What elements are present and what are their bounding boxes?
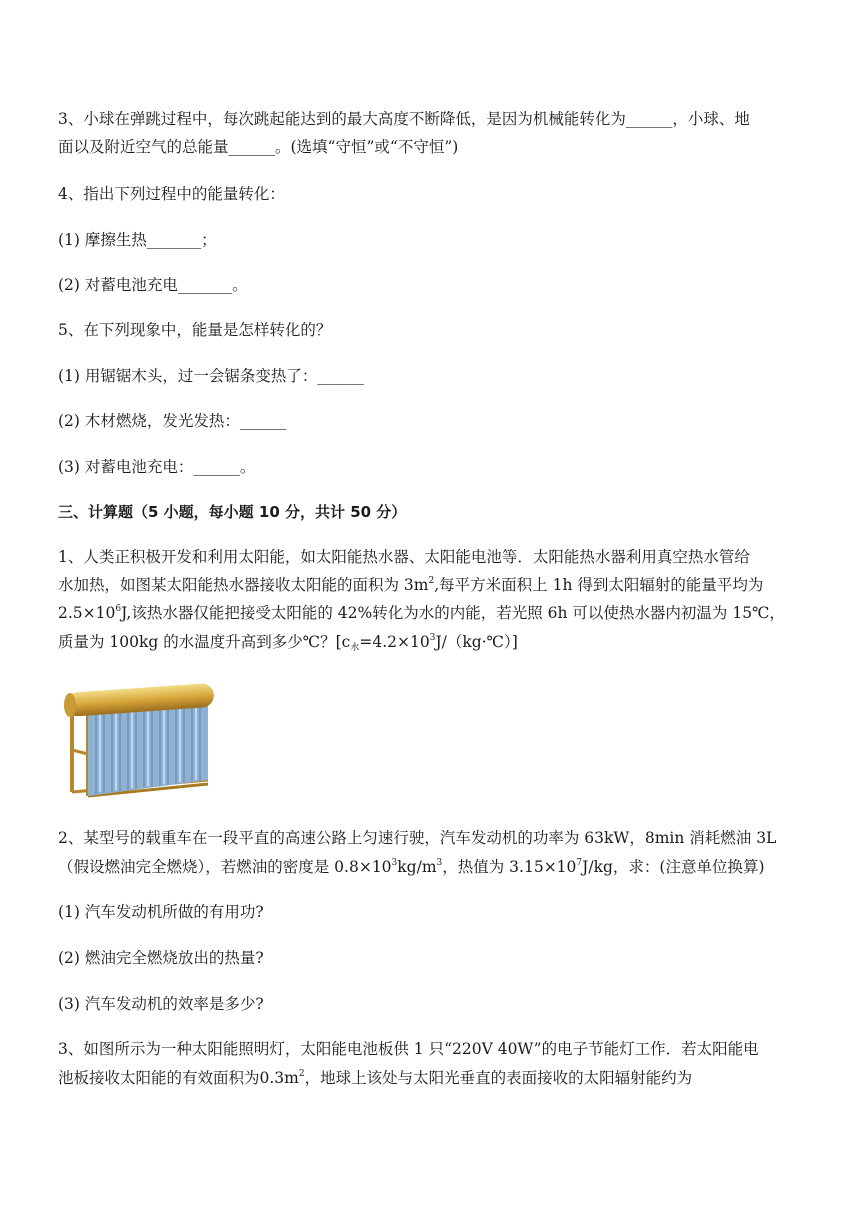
solar-water-heater-image [58,680,218,800]
section-heading: 三、计算题（5 小题，每小题 10 分，共计 50 分） [58,503,407,521]
calc1-line2: 水加热，如图某太阳能热水器接收太阳能的面积为 $3m^2$,每平方米面积上 1h 得到太阳辐射的能量平均为 [58,576,764,594]
calc3-line2: 池板接收太阳能的有效面积为$0.3m^2$，地球上该处与太阳光垂直的表面接收的太阳辐射能约为 [58,1069,693,1087]
calc2-item-2: (2) 燃油完全燃烧放出的热量? [58,949,264,967]
q5-item-3: (3) 对蓄电池充电：______。 [58,458,256,476]
q5-stem: 5、在下列现象中，能量是怎样转化的？ [58,321,332,339]
q5-item-1: (1) 用锯锯木头，过一会锯条变热了：______ [58,367,364,385]
q4-stem: 4、指出下列过程中的能量转化： [58,185,285,203]
q5-item-2: (2) 木材燃烧，发光发热：______ [58,412,287,430]
calc3-line1: 3、如图所示为一种太阳能照明灯，太阳能电池板供 1 只“220V 40W”的电子节能灯工作．若太阳能电 [58,1040,759,1058]
calc2-item-1: (1) 汽车发动机所做的有用功? [58,903,264,921]
calc2-item-3: (3) 汽车发动机的效率是多少? [58,995,264,1013]
q3-line2: 面以及附近空气的总能量______。(选填“守恒”或“不守恒”) [58,138,459,156]
calc2-line2: （假设燃油完全燃烧），若燃油的密度是 $0.8\times 10^3kg/m^3$，热值为 $3.15\times 10^7J/kg$，求：(注意单位换算) [58,858,765,876]
q3-line1: 3、小球在弹跳过程中，每次跳起能达到的最大高度不断降低，是因为机械能转化为______，小球、地 [58,110,750,128]
calc1-line3: $2.5\times 10^6J$,该热水器仅能把接受太阳能的 42%转化为水的内能，若光照 6h 可以使热水器内初温为 15℃， [58,604,785,622]
q4-item-2: (2) 对蓄电池充电_______。 [58,276,248,294]
q4-item-1: (1) 摩擦生热_______； [58,231,217,249]
calc1-line4: 质量为 100kg 的水温度升高到多少℃？$[c_水=4.2\times 10^3J/(kg\cdot℃)]$ [58,633,518,653]
calc1-line1: 1、人类正积极开发和利用太阳能，如太阳能热水器、太阳能电池等．太阳能热水器利用真空热水管给 [58,548,750,566]
calc2-line1: 2、某型号的载重车在一段平直的高速公路上匀速行驶，汽车发动机的功率为 63kW，8min 消耗燃油 3L [58,829,777,847]
